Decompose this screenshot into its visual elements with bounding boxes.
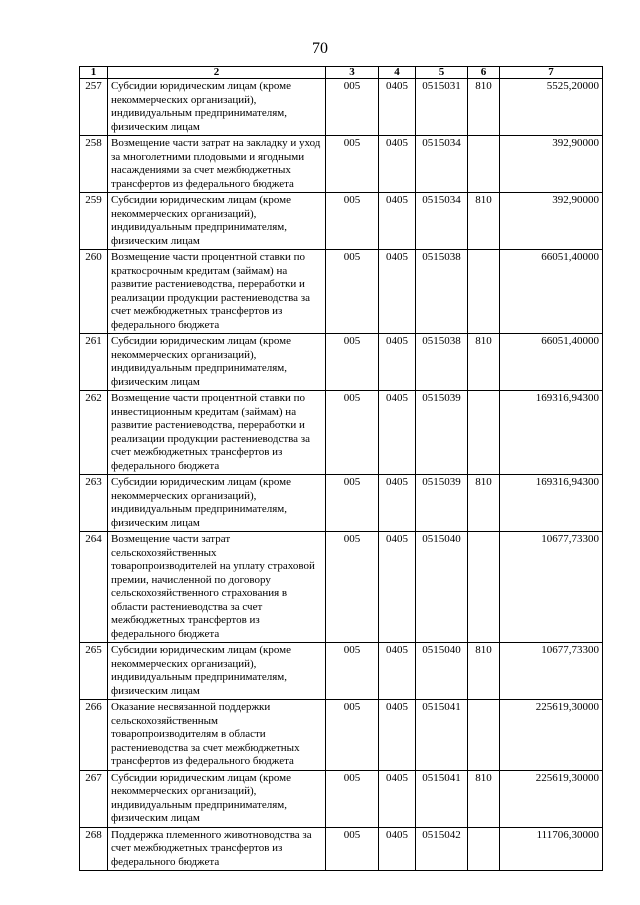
code-col-3: 005 (326, 250, 379, 334)
row-number: 258 (80, 136, 108, 193)
row-description: Субсидии юридическим лицам (кроме некоммерческих организаций), индивидуальным предпринимателям, физическим лицам (108, 79, 326, 136)
column-header-5: 5 (416, 67, 468, 79)
code-col-5: 0515041 (416, 700, 468, 771)
code-col-4: 0405 (379, 643, 416, 700)
code-col-3: 005 (326, 700, 379, 771)
code-col-3: 005 (326, 334, 379, 391)
row-description: Субсидии юридическим лицам (кроме некоммерческих организаций), индивидуальным предпринимателям, физическим лицам (108, 334, 326, 391)
code-col-6 (468, 250, 500, 334)
code-col-6: 810 (468, 79, 500, 136)
row-amount: 225619,30000 (500, 770, 603, 827)
row-amount: 66051,40000 (500, 250, 603, 334)
code-col-3: 005 (326, 827, 379, 871)
code-col-3: 005 (326, 79, 379, 136)
code-col-6 (468, 700, 500, 771)
code-col-6 (468, 391, 500, 475)
code-col-4: 0405 (379, 79, 416, 136)
code-col-6 (468, 136, 500, 193)
code-col-5: 0515034 (416, 136, 468, 193)
code-col-4: 0405 (379, 250, 416, 334)
code-col-5: 0515031 (416, 79, 468, 136)
column-header-2: 2 (108, 67, 326, 79)
row-amount: 392,90000 (500, 136, 603, 193)
row-amount: 111706,30000 (500, 827, 603, 871)
code-col-4: 0405 (379, 700, 416, 771)
code-col-6: 810 (468, 770, 500, 827)
code-col-4: 0405 (379, 391, 416, 475)
row-number: 266 (80, 700, 108, 771)
table-row (80, 193, 603, 250)
row-amount: 10677,73300 (500, 643, 603, 700)
code-col-5: 0515038 (416, 250, 468, 334)
row-number: 267 (80, 770, 108, 827)
code-col-5: 0515038 (416, 334, 468, 391)
table-row (80, 770, 603, 827)
column-header-4: 4 (379, 67, 416, 79)
row-description: Субсидии юридическим лицам (кроме некоммерческих организаций), индивидуальным предпринимателям, физическим лицам (108, 193, 326, 250)
column-header-6: 6 (468, 67, 500, 79)
row-number: 264 (80, 532, 108, 643)
page-number: 70 (312, 40, 328, 57)
row-amount: 169316,94300 (500, 475, 603, 532)
row-description: Возмещение части затрат сельскохозяйственных товаропроизводителей на уплату страховой премии, начисленной по договору сельскохозяйственного страхования в области растениеводства за счет межбюджетных трансфертов из федерального бюджета (108, 532, 326, 643)
table-row (80, 475, 603, 532)
code-col-6: 810 (468, 643, 500, 700)
row-amount: 169316,94300 (500, 391, 603, 475)
code-col-6: 810 (468, 334, 500, 391)
code-col-4: 0405 (379, 136, 416, 193)
row-description: Возмещение части процентной ставки по краткосрочным кредитам (займам) на развитие растениеводства, переработки и реализации продукции растениеводства за счет межбюджетных трансфертов из федерального бюджета (108, 250, 326, 334)
code-col-3: 005 (326, 770, 379, 827)
code-col-3: 005 (326, 643, 379, 700)
table-row (80, 700, 603, 771)
code-col-5: 0515042 (416, 827, 468, 871)
row-number: 261 (80, 334, 108, 391)
row-description: Возмещение части процентной ставки по инвестиционным кредитам (займам) на развитие растениеводства, переработки и реализации продукции растениеводства за счет межбюджетных трансфертов из федерального бюджета (108, 391, 326, 475)
code-col-6: 810 (468, 193, 500, 250)
row-amount: 5525,20000 (500, 79, 603, 136)
row-description: Субсидии юридическим лицам (кроме некоммерческих организаций), индивидуальным предпринимателям, физическим лицам (108, 475, 326, 532)
header-row (80, 67, 603, 79)
code-col-6 (468, 532, 500, 643)
code-col-4: 0405 (379, 770, 416, 827)
row-number: 263 (80, 475, 108, 532)
column-header-7: 7 (500, 67, 603, 79)
row-number: 257 (80, 79, 108, 136)
row-number: 265 (80, 643, 108, 700)
code-col-4: 0405 (379, 193, 416, 250)
row-amount: 225619,30000 (500, 700, 603, 771)
code-col-5: 0515034 (416, 193, 468, 250)
table-row (80, 250, 603, 334)
table-body (80, 79, 603, 871)
code-col-5: 0515040 (416, 643, 468, 700)
row-description: Оказание несвязанной поддержки сельскохозяйственным товаропроизводителям в области растениеводства за счет межбюджетных трансфертов из федерального бюджета (108, 700, 326, 771)
code-col-4: 0405 (379, 334, 416, 391)
row-description: Субсидии юридическим лицам (кроме некоммерческих организаций), индивидуальным предпринимателям, физическим лицам (108, 770, 326, 827)
budget-table (79, 66, 603, 871)
row-amount: 10677,73300 (500, 532, 603, 643)
row-number: 262 (80, 391, 108, 475)
code-col-5: 0515040 (416, 532, 468, 643)
column-header-3: 3 (326, 67, 379, 79)
code-col-6 (468, 827, 500, 871)
table-row (80, 79, 603, 136)
code-col-3: 005 (326, 193, 379, 250)
table-row (80, 532, 603, 643)
code-col-6: 810 (468, 475, 500, 532)
table-header (80, 67, 603, 79)
code-col-5: 0515039 (416, 475, 468, 532)
code-col-3: 005 (326, 136, 379, 193)
row-description: Поддержка племенного животноводства за счет межбюджетных трансфертов из федерального бюджета (108, 827, 326, 871)
code-col-4: 0405 (379, 532, 416, 643)
row-description: Возмещение части затрат на закладку и уход за многолетними плодовыми и ягодными насаждениями за счет межбюджетных трансфертов из федерального бюджета (108, 136, 326, 193)
code-col-3: 005 (326, 532, 379, 643)
row-amount: 66051,40000 (500, 334, 603, 391)
table-row (80, 643, 603, 700)
table-row (80, 334, 603, 391)
code-col-3: 005 (326, 391, 379, 475)
code-col-4: 0405 (379, 827, 416, 871)
row-number: 259 (80, 193, 108, 250)
row-description: Субсидии юридическим лицам (кроме некоммерческих организаций), индивидуальным предпринимателям, физическим лицам (108, 643, 326, 700)
code-col-5: 0515041 (416, 770, 468, 827)
code-col-4: 0405 (379, 475, 416, 532)
row-number: 260 (80, 250, 108, 334)
table-row (80, 391, 603, 475)
code-col-5: 0515039 (416, 391, 468, 475)
table-row (80, 136, 603, 193)
code-col-3: 005 (326, 475, 379, 532)
table-row (80, 827, 603, 871)
row-amount: 392,90000 (500, 193, 603, 250)
column-header-1: 1 (80, 67, 108, 79)
row-number: 268 (80, 827, 108, 871)
